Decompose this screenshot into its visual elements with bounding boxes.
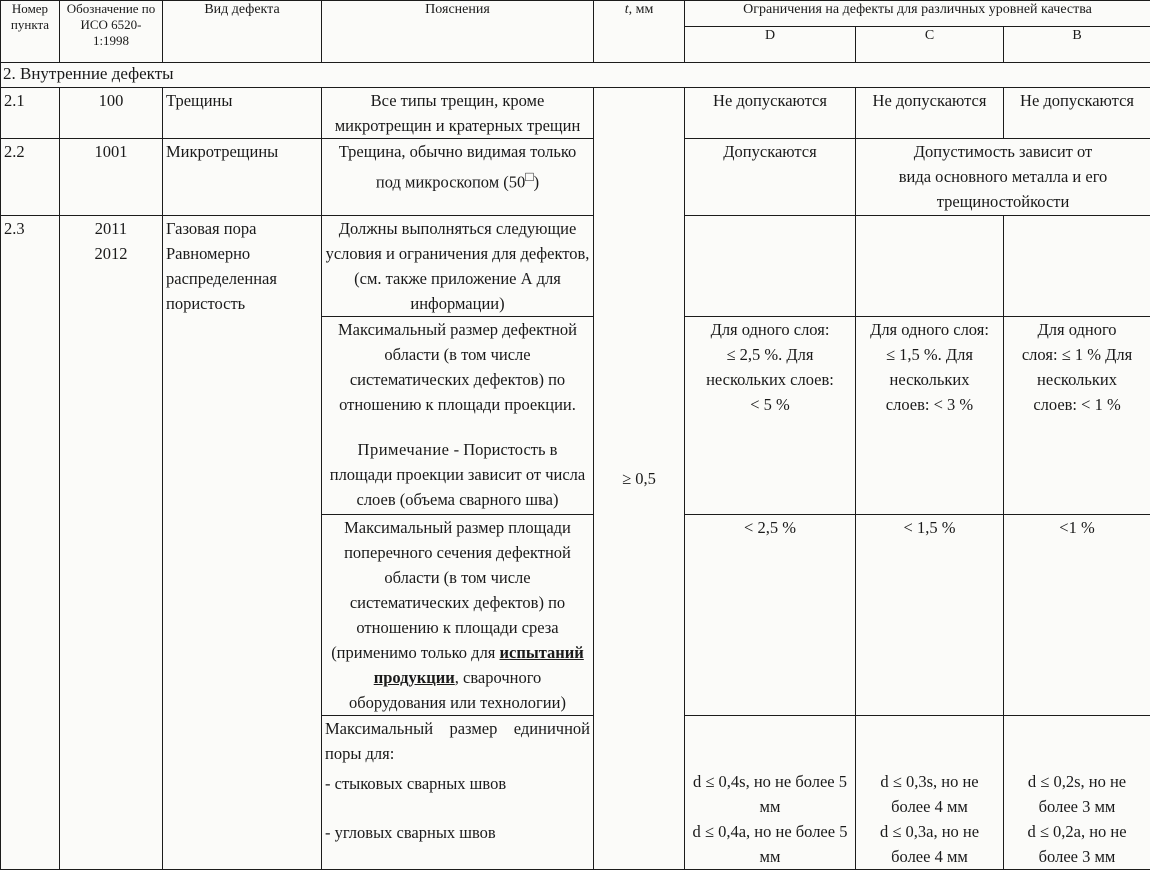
thickness-value: ≥ 0,5 [594,88,685,870]
limit-c: < 1,5 % [856,515,1004,716]
limit-c-butt: d ≤ 0,3s, но не более 4 мм [876,769,983,819]
explanation-pore-fillet: - угловых сварных швов [325,820,590,845]
limit-c [856,716,1004,870]
limit-c-empty [856,216,1004,317]
explanation-pore [322,716,594,870]
explanation-sup: □ [525,169,533,184]
defect-type: Газовая пора Равномерно распределенная пористость [163,216,322,870]
iso-code [60,216,163,870]
section-row [1,63,1150,88]
explanation-section-text-2: , сварочного оборудования или технологии) [349,668,566,712]
iso-code: 100 [60,88,163,139]
header-iso: Обозначение по ИСО 6520-1:1998 [60,1,163,63]
table-row-2-2 [1,139,1150,216]
limit-d: Не допускаются [685,88,856,139]
header-row [1,1,1150,27]
header-level-c: C [856,27,1004,63]
iso-code: 1001 [60,139,163,216]
explanation: Все типы трещин, кроме микротрещин и кратерных трещин [322,88,594,139]
limit-b-fillet: d ≤ 0,2a, но не более 3 мм [1024,819,1130,869]
explanation-pore-butt: - стыковых сварных швов [325,771,590,796]
explanation-area-note [325,437,590,512]
limit-d-fillet: d ≤ 0,4a, но не более 5 мм [688,819,852,869]
header-level-d: D [685,27,856,63]
header-item-no: Номер пункта [1,1,60,63]
table-row-2-3-intro [1,216,1150,317]
limit-b-empty [1004,216,1150,317]
header-defect-type: Вид дефекта [163,1,322,63]
limit-b: Не допускаются [1004,88,1150,139]
limit-d: Допускаются [685,139,856,216]
header-level-b: B [1004,27,1150,63]
explanation-section-underlined: испытаний продукции [374,643,584,687]
table-row-2-1 [1,88,1150,139]
limit-b: Для одного слоя: ≤ 1 % Для нескольких слоев: < 1 % [1004,317,1150,515]
explanation-section [322,515,594,716]
note-label: Примечание [358,440,450,459]
item-no: 2.2 [1,139,60,216]
item-no: 2.3 [1,216,60,870]
limit-d [685,716,856,870]
explanation [322,139,594,216]
note-text: - Пористость в площади проекции зависит от числа слоев (объема сварного шва) [330,440,586,509]
limit-d: < 2,5 % [685,515,856,716]
explanation-intro: Должны выполняться следующие условия и ограничения для дефектов, (см. также приложение А для информации) [322,216,594,317]
defect-type: Микротрещины [163,139,322,216]
header-thickness-unit: , мм [629,2,654,17]
header-thickness-symbol: t [625,2,629,17]
explanation-end: ) [534,173,540,192]
defect-type: Трещины [163,88,322,139]
iso-code-2: 2012 [63,241,159,266]
limit-cb: Допустимость зависит от вида основного металла и его трещиностойкости [856,139,1150,216]
explanation-area-text: Максимальный размер дефектной области (в том числе систематических дефектов) по отношению к площади проекции. [325,317,590,417]
header-explanations: Пояснения [322,1,594,63]
limit-c: Для одного слоя: ≤ 1,5 %. Для нескольких слоев: < 3 % [856,317,1004,515]
limit-b-butt: d ≤ 0,2s, но не более 3 мм [1024,769,1130,819]
explanation-section-text-1: Максимальный размер площади поперечного сечения дефектной области (в том числе систематических дефектов) по отношению к площади среза (применимо только для [331,518,571,662]
explanation-pore-text: Максимальный размер единичной поры для: [325,716,590,766]
limit-d-empty [685,216,856,317]
limit-d-butt: d ≤ 0,4s, но не более 5 мм [688,769,852,819]
iso-code-1: 2011 [63,216,159,241]
limit-b [1004,716,1150,870]
limit-b: <1 % [1004,515,1150,716]
explanation-area [322,317,594,515]
section-title: 2. Внутренние дефекты [1,63,1150,88]
explanation-text: Трещина, обычно видимая только под микроскопом (50 [339,142,577,192]
header-thickness [594,1,685,63]
item-no: 2.1 [1,88,60,139]
header-limits: Ограничения на дефекты для различных уровней качества [685,1,1150,27]
limit-c-fillet: d ≤ 0,3a, но не более 4 мм [876,819,983,869]
limit-d: Для одного слоя: ≤ 2,5 %. Для нескольких слоев: < 5 % [685,317,856,515]
limit-c: Не допускаются [856,88,1004,139]
